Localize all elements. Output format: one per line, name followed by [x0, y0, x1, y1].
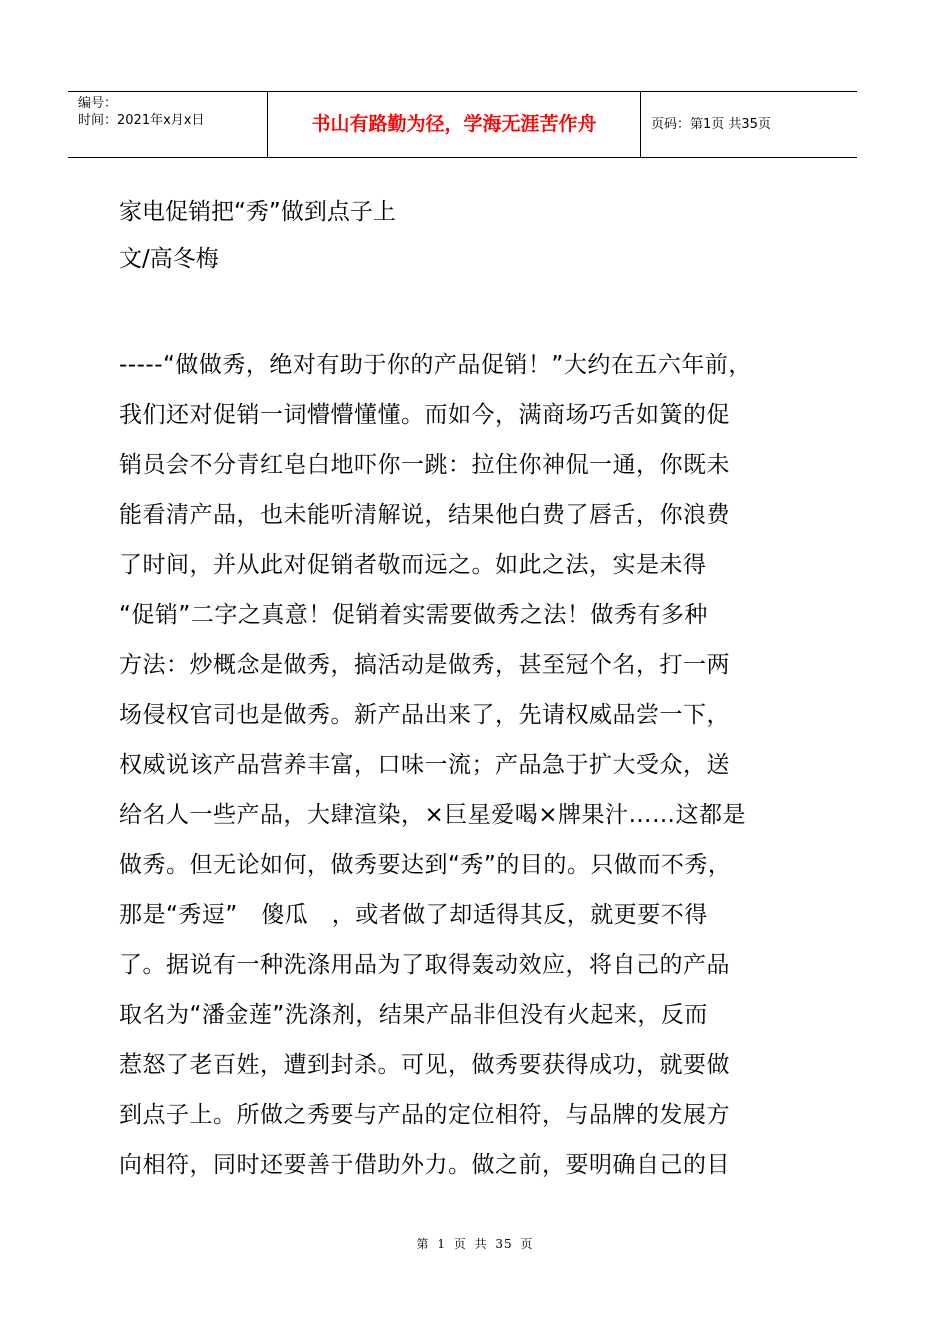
body-line: 权威说该产品营养丰富，口味一流；产品急于扩大受众，送 — [119, 752, 730, 778]
page-header-table — [68, 91, 857, 158]
body-line: 我们还对促销一词懵懵懂懂。而如今，满商场巧舌如簧的促 — [119, 402, 730, 428]
body-line: 场侵权官司也是做秀。新产品出来了，先请权威品尝一下， — [119, 702, 730, 728]
body-line: 了。据说有一种洗涤用品为了取得轰动效应，将自己的产品 — [119, 952, 730, 978]
body-line: 方法：炒概念是做秀，搞活动是做秀，甚至冠个名，打一两 — [119, 652, 730, 678]
document-number-label: 编号： — [78, 96, 118, 111]
body-line: 那是“秀逗” 傻瓜 ，或者做了却适得其反，就更要不得 — [119, 902, 708, 928]
article-body — [119, 340, 839, 1190]
body-line: 到点子上。所做之秀要与产品的定位相符，与品牌的发展方 — [119, 1102, 730, 1128]
header-page-info: 页码：第1页 共35页 — [651, 117, 771, 132]
body-line: -----“做做秀，绝对有助于你的产品促销！”大约在五六年前， — [119, 352, 752, 378]
body-line: 给名人一些产品，大肆渲染，×巨星爱喝×牌果汁……这都是 — [119, 802, 747, 828]
body-line: 销员会不分青红皂白地吓你一跳：拉住你神侃一通，你既未 — [119, 452, 730, 478]
body-line: 惹怒了老百姓，遭到封杀。可见，做秀要获得成功，就要做 — [119, 1052, 730, 1078]
body-line: 了时间，并从此对促销者敬而远之。如此之法，实是未得 — [119, 552, 707, 578]
body-line: “促销”二字之真意！促销着实需要做秀之法！做秀有多种 — [119, 602, 708, 628]
header-left-cell — [68, 92, 268, 157]
body-line: 做秀。但无论如何，做秀要达到“秀”的目的。只做而不秀， — [119, 852, 732, 878]
article-author: 文/高冬梅 — [119, 246, 219, 272]
header-motto: 书山有路勤为径，学海无涯苦作舟 — [268, 92, 641, 157]
article-title: 家电促销把“秀”做到点子上 — [119, 199, 396, 225]
body-line: 取名为“潘金莲”洗涤剂，结果产品非但没有火起来，反而 — [119, 1002, 708, 1028]
body-line: 向相符，同时还要善于借助外力。做之前，要明确自己的目 — [119, 1152, 730, 1178]
document-time-label: 时间：2021年x月x日 — [78, 113, 205, 128]
page-footer: 第 1 页 共 35 页 — [416, 1237, 534, 1251]
body-line: 能看清产品，也未能听清解说，结果他白费了唇舌，你浪费 — [119, 502, 730, 528]
